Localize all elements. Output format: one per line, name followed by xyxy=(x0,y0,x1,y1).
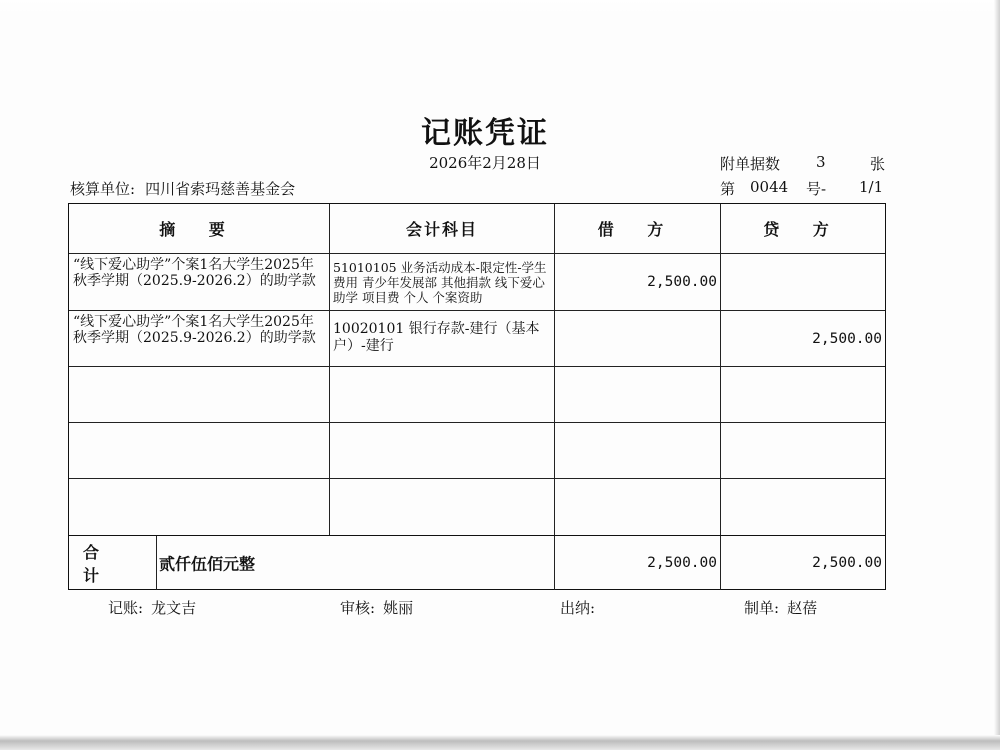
total-label-cell xyxy=(69,536,157,590)
debit-cell xyxy=(555,254,721,310)
voucher-number-suffix: 号- xyxy=(806,180,827,198)
credit-cell xyxy=(721,367,885,422)
summary-cell xyxy=(69,367,330,422)
debit-cell xyxy=(555,479,721,535)
summary-cell xyxy=(69,311,330,366)
summary-text: “线下爱心助学”个案1名大学生2025年秋季学期（2025.9-2026.2）的助学款 xyxy=(73,314,316,346)
header-summary-cell xyxy=(69,204,330,253)
scan-edge-top xyxy=(0,0,1000,14)
reviewer-signoff xyxy=(340,597,413,618)
header-account-cell xyxy=(330,204,555,253)
total-amount-in-words: 贰仟伍佰元整 xyxy=(159,554,256,574)
preparer-name: 赵蓓 xyxy=(787,599,818,617)
header-summary: 摘 要 xyxy=(159,220,239,239)
account-text: 10020101 银行存款-建行（基本户）-建行 xyxy=(333,321,540,354)
table-row xyxy=(69,479,885,536)
reviewer-label: 审核: xyxy=(340,599,376,617)
table-row xyxy=(69,367,885,423)
credit-cell xyxy=(721,254,885,310)
header-debit: 借 方 xyxy=(597,220,678,239)
summary-cell xyxy=(69,479,330,535)
table-row xyxy=(69,311,885,367)
preparer-label: 制单: xyxy=(744,599,780,617)
credit-cell xyxy=(721,311,885,366)
debit-amount: 2,500.00 xyxy=(647,274,717,290)
voucher-number-label: 第 xyxy=(720,180,736,198)
total-words-cell xyxy=(157,536,555,590)
total-credit: 2,500.00 xyxy=(812,555,882,571)
account-text: 51010105 业务活动成本-限定性-学生费用 青少年发展部 其他捐款 线下爱心助学 项目费 个人 个案资助 xyxy=(333,260,547,305)
attachments-count: 3 xyxy=(816,153,826,171)
voucher-number-value: 0044 xyxy=(750,178,789,196)
summary-cell xyxy=(69,423,330,478)
scan-edge-right xyxy=(994,0,1000,750)
debit-cell xyxy=(555,367,721,422)
bookkeeper-label: 记账: xyxy=(108,599,144,617)
table-row xyxy=(69,423,885,479)
preparer-signoff xyxy=(744,597,817,618)
table-header xyxy=(69,204,885,254)
header-debit-cell xyxy=(555,204,721,253)
table-row xyxy=(69,254,885,311)
voucher-date: 2026年2月28日 xyxy=(429,154,541,172)
cashier-label: 出纳: xyxy=(560,599,596,617)
total-label: 合 计 xyxy=(83,543,114,585)
attachments-unit: 张 xyxy=(870,155,886,173)
summary-text: “线下爱心助学”个案1名大学生2025年秋季学期（2025.9-2026.2）的助学款 xyxy=(73,257,316,289)
credit-amount: 2,500.00 xyxy=(812,330,882,347)
attachments-label: 附单据数 xyxy=(720,155,781,173)
debit-cell xyxy=(555,311,721,366)
account-cell xyxy=(330,479,555,535)
bookkeeper-name: 龙文吉 xyxy=(151,599,197,617)
header-account: 会计科目 xyxy=(405,220,478,239)
header-credit: 贷 方 xyxy=(763,220,843,239)
total-debit: 2,500.00 xyxy=(647,555,717,571)
accounting-unit-label: 核算单位: xyxy=(70,180,136,198)
scan-edge-bottom xyxy=(0,735,1000,750)
bookkeeper-signoff xyxy=(108,597,196,618)
credit-cell xyxy=(721,479,885,535)
summary-cell xyxy=(69,254,330,310)
cashier-signoff xyxy=(560,597,603,618)
voucher-page: 1/1 xyxy=(859,178,884,196)
total-row xyxy=(69,536,885,590)
total-credit-cell xyxy=(721,536,885,590)
reviewer-name: 姚丽 xyxy=(383,599,414,617)
debit-cell xyxy=(555,423,721,478)
total-debit-cell xyxy=(555,536,721,590)
account-cell xyxy=(330,423,555,478)
account-cell xyxy=(330,254,555,310)
accounting-unit-name: 四川省索玛慈善基金会 xyxy=(145,180,296,198)
credit-cell xyxy=(721,423,885,478)
account-cell xyxy=(330,367,555,422)
voucher-table xyxy=(68,203,886,590)
voucher-title: 记账凭证 xyxy=(421,116,549,151)
account-cell xyxy=(330,311,555,366)
header-credit-cell xyxy=(721,204,885,253)
accounting-unit xyxy=(70,178,295,199)
